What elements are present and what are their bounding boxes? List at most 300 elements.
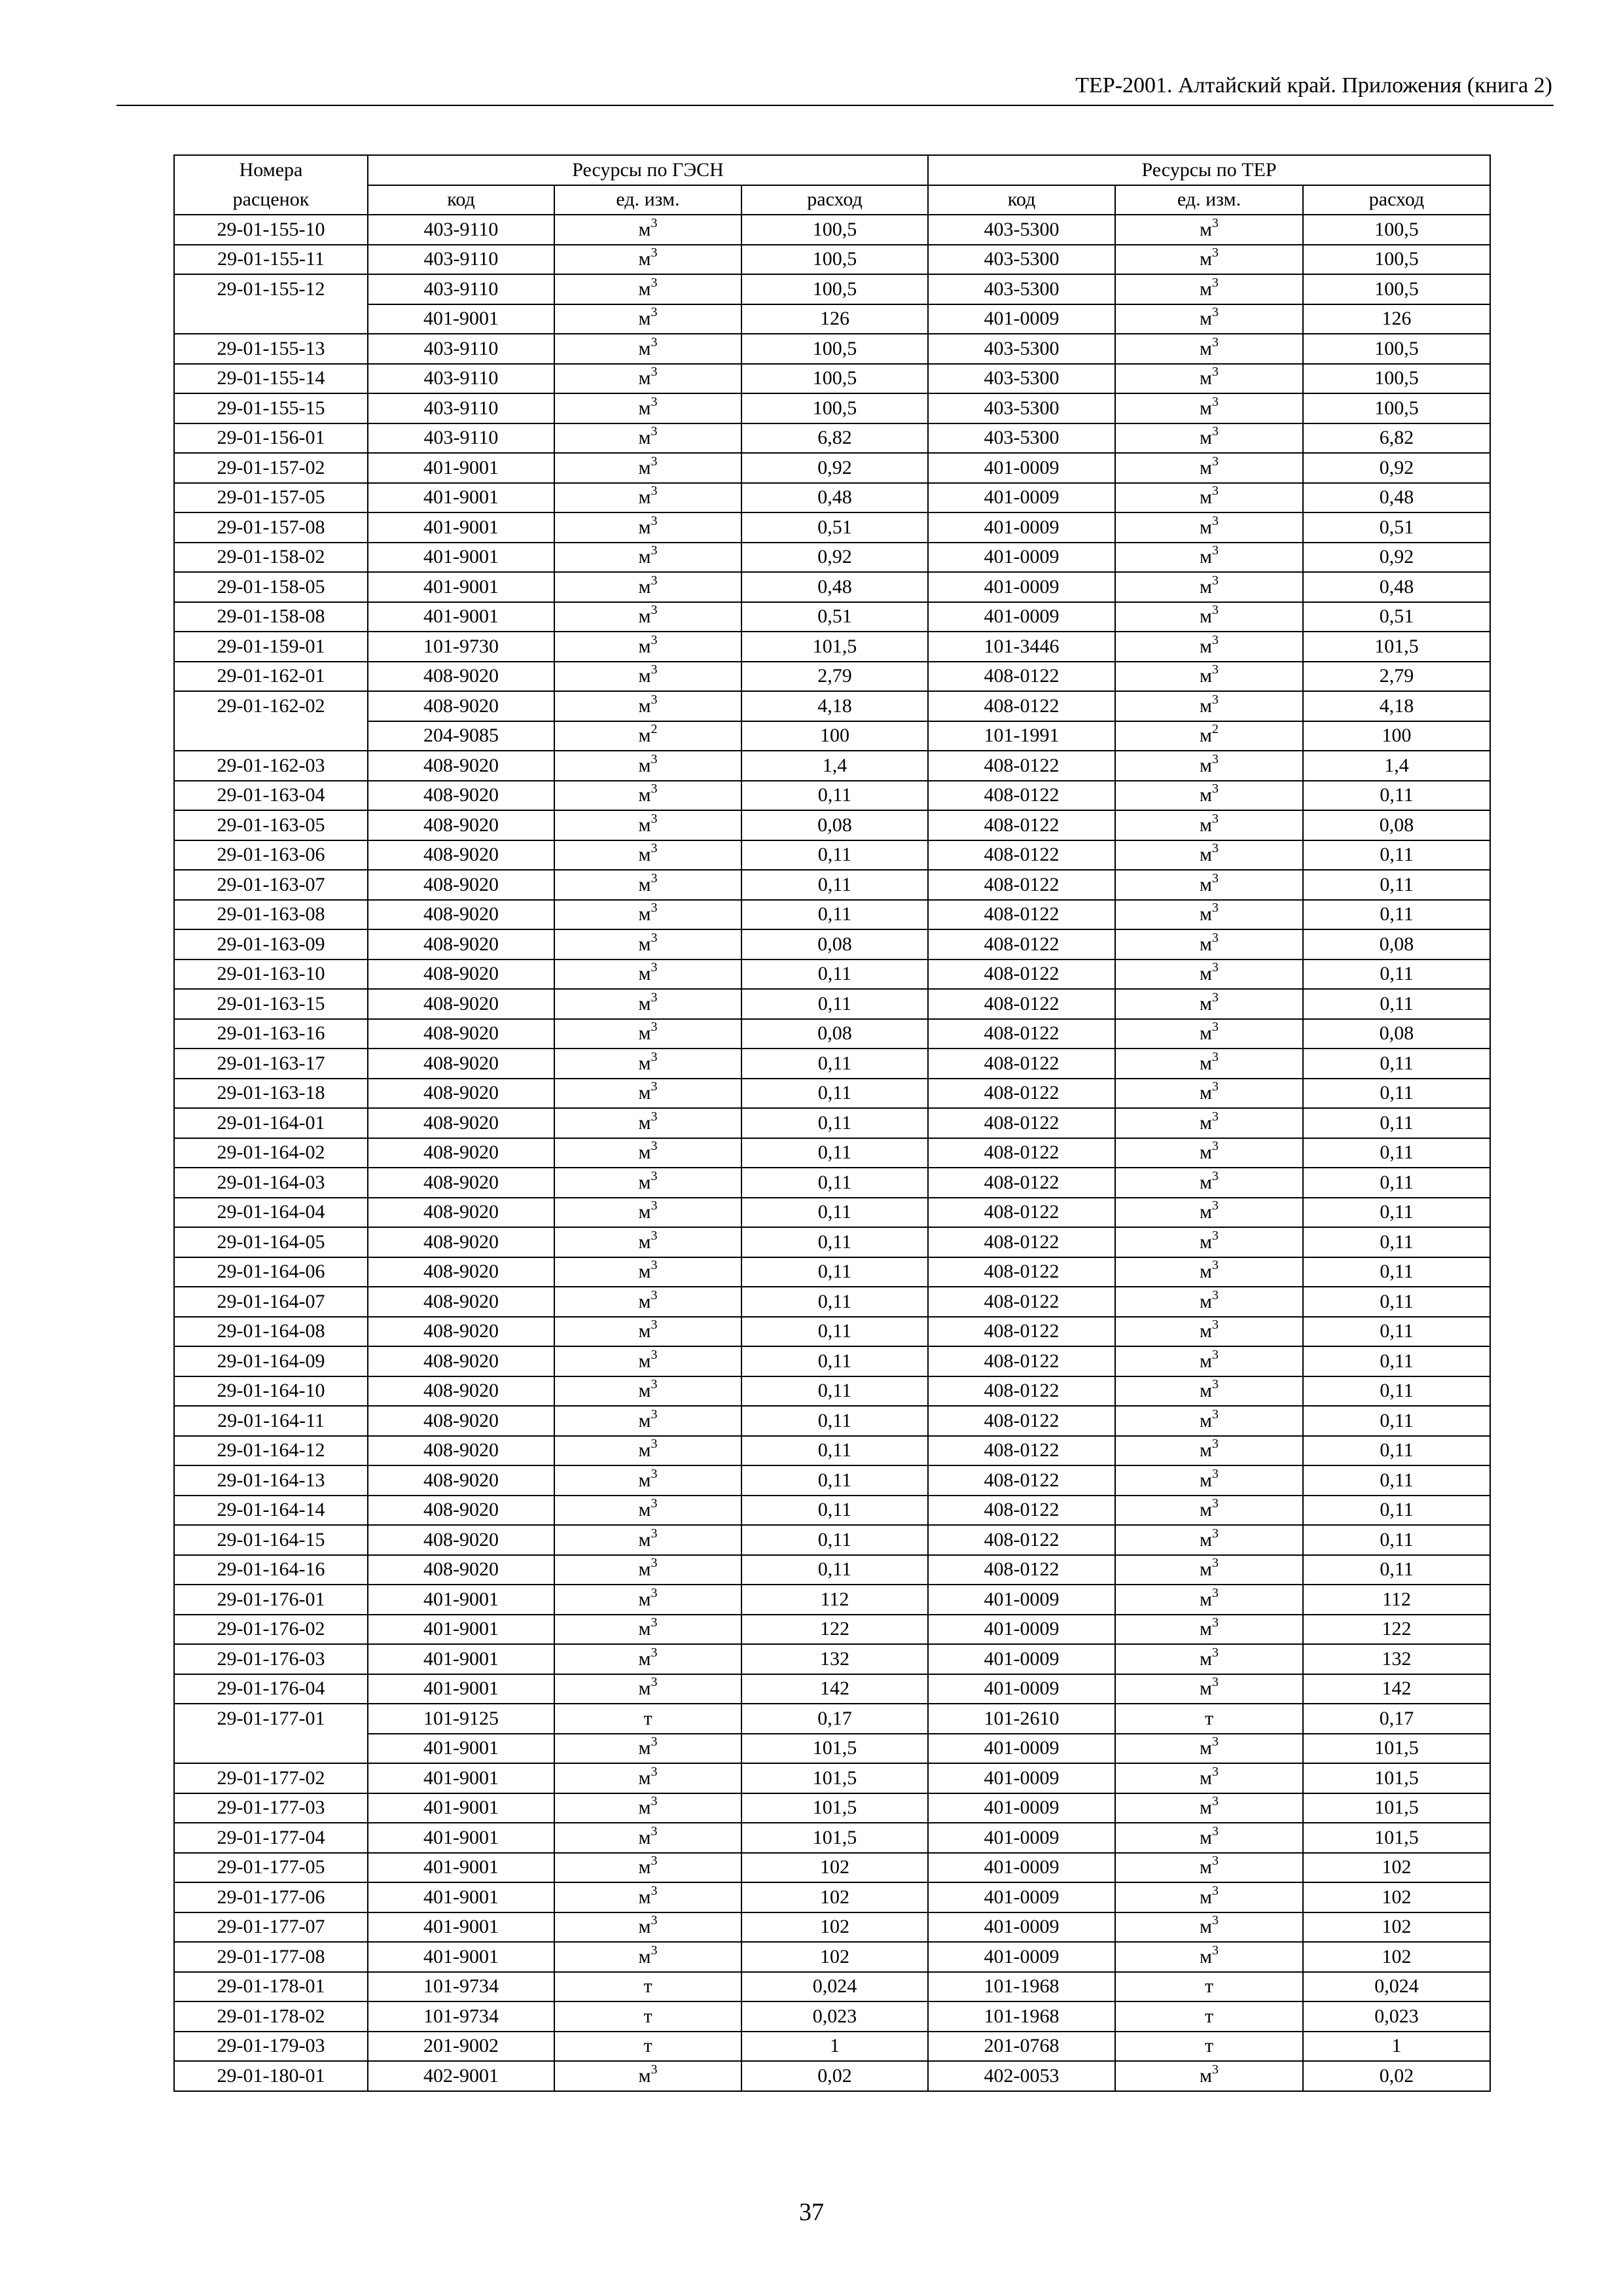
unit-exponent: 3 xyxy=(1211,751,1219,766)
ter-code-cell: 101-2610 xyxy=(928,1704,1115,1734)
rate-number-cell: 29-01-164-13 xyxy=(174,1465,368,1496)
unit-text: м xyxy=(638,1230,651,1253)
gesn-unit-cell xyxy=(554,1704,741,1734)
gesn-consumption-cell: 0,11 xyxy=(741,1555,928,1585)
unit-text: м xyxy=(638,635,651,657)
table-row xyxy=(174,1287,1490,1317)
ter-consumption-cell: 100,5 xyxy=(1303,215,1490,245)
rate-number-cell: 29-01-164-16 xyxy=(174,1555,368,1585)
gesn-consumption-cell: 0,11 xyxy=(741,1436,928,1466)
rate-number-cell: 29-01-164-05 xyxy=(174,1227,368,1257)
unit-exponent: 3 xyxy=(651,1913,658,1928)
gesn-unit-cell xyxy=(554,840,741,870)
table-row xyxy=(174,1436,1490,1466)
unit-text: м xyxy=(1200,1797,1212,1819)
gesn-code-cell: 401-9001 xyxy=(368,1912,554,1943)
table-header-row-2 xyxy=(174,185,1490,215)
unit-text: м xyxy=(638,1886,651,1908)
rate-number-cell: 29-01-164-04 xyxy=(174,1198,368,1228)
ter-consumption-cell: 100 xyxy=(1303,721,1490,751)
unit-exponent: 3 xyxy=(651,1645,658,1660)
ter-code-cell: 408-0122 xyxy=(928,691,1115,721)
gesn-consumption-cell: 1,4 xyxy=(741,751,928,781)
gesn-unit-cell xyxy=(554,1615,741,1645)
ter-code-cell: 408-0122 xyxy=(928,1436,1115,1466)
rate-number-cell xyxy=(174,721,368,751)
gesn-code-cell: 408-9020 xyxy=(368,810,554,840)
unit-exponent: 3 xyxy=(1211,692,1219,707)
ter-code-cell: 408-0122 xyxy=(928,751,1115,781)
table-row xyxy=(174,929,1490,960)
unit-exponent: 3 xyxy=(1211,901,1219,916)
table-row xyxy=(174,1674,1490,1704)
ter-unit-cell xyxy=(1115,929,1303,960)
rate-number-cell: 29-01-163-15 xyxy=(174,989,368,1019)
table-row xyxy=(174,1644,1490,1674)
gesn-unit-cell xyxy=(554,453,741,483)
gesn-unit-cell xyxy=(554,929,741,960)
gesn-unit-cell xyxy=(554,751,741,781)
unit-exponent: 3 xyxy=(651,1258,658,1273)
ter-code-cell: 401-0009 xyxy=(928,1942,1115,1972)
gesn-consumption-cell: 0,11 xyxy=(741,960,928,990)
ter-unit-cell xyxy=(1115,1019,1303,1049)
unit-exponent: 3 xyxy=(1211,1377,1219,1392)
gesn-code-cell: 403-9110 xyxy=(368,393,554,423)
unit-text: м xyxy=(1200,1647,1212,1670)
rate-number-cell: 29-01-177-05 xyxy=(174,1853,368,1883)
unit-text: т xyxy=(643,1975,652,1998)
ter-consumption-cell: 100,5 xyxy=(1303,364,1490,394)
unit-text: м xyxy=(638,605,651,628)
ter-consumption-cell: 0,11 xyxy=(1303,1496,1490,1526)
ter-code-cell: 408-0122 xyxy=(928,870,1115,900)
unit-exponent: 3 xyxy=(1211,603,1219,618)
unit-exponent: 3 xyxy=(651,1198,658,1213)
gesn-consumption-cell: 102 xyxy=(741,1942,928,1972)
ter-code-cell: 408-0122 xyxy=(928,840,1115,870)
ter-unit-cell xyxy=(1115,1823,1303,1853)
gesn-consumption-cell: 100,5 xyxy=(741,334,928,364)
gesn-consumption-cell: 142 xyxy=(741,1674,928,1704)
ter-code-cell: 408-0122 xyxy=(928,1317,1115,1347)
gesn-code-cell: 201-9002 xyxy=(368,2032,554,2062)
unit-exponent: 3 xyxy=(1211,1228,1219,1243)
unit-exponent: 3 xyxy=(651,1407,658,1422)
gesn-unit-cell xyxy=(554,2001,741,2032)
gesn-consumption-cell: 0,11 xyxy=(741,1079,928,1109)
unit-text: м xyxy=(1200,516,1212,538)
rate-number-cell: 29-01-163-18 xyxy=(174,1079,368,1109)
ter-unit-cell xyxy=(1115,1853,1303,1883)
table-row xyxy=(174,1972,1490,2002)
rate-number-cell: 29-01-177-04 xyxy=(174,1823,368,1853)
unit-exponent: 3 xyxy=(1211,365,1219,380)
gesn-code-cell: 408-9020 xyxy=(368,1317,554,1347)
unit-exponent: 3 xyxy=(651,1734,658,1749)
gesn-consumption-cell: 0,48 xyxy=(741,572,928,602)
unit-text: м xyxy=(1200,1230,1212,1253)
ter-unit-cell xyxy=(1115,632,1303,662)
ter-unit-cell xyxy=(1115,1615,1303,1645)
table-row xyxy=(174,1406,1490,1436)
rate-number-cell: 29-01-162-02 xyxy=(174,691,368,721)
unit-text: м xyxy=(1200,1320,1212,1342)
table-row xyxy=(174,364,1490,394)
rate-number-cell: 29-01-164-01 xyxy=(174,1108,368,1138)
gesn-consumption-cell: 0,11 xyxy=(741,1465,928,1496)
ter-consumption-cell: 0,11 xyxy=(1303,1198,1490,1228)
ter-unit-cell xyxy=(1115,1436,1303,1466)
table-row xyxy=(174,602,1490,632)
table-row xyxy=(174,1227,1490,1257)
unit-exponent: 3 xyxy=(1211,215,1219,230)
unit-exponent: 3 xyxy=(651,841,658,856)
unit-text: м xyxy=(638,1737,651,1759)
unit-exponent: 3 xyxy=(651,424,658,439)
unit-text: м xyxy=(1200,873,1212,895)
unit-text: м xyxy=(638,1082,651,1104)
unit-text: м xyxy=(1200,605,1212,628)
rate-number-cell: 29-01-155-13 xyxy=(174,334,368,364)
table-body xyxy=(174,215,1490,2091)
ter-code-cell: 401-0009 xyxy=(928,512,1115,543)
unit-text: м xyxy=(638,873,651,895)
ter-unit-cell xyxy=(1115,721,1303,751)
unit-exponent: 3 xyxy=(1211,1675,1219,1690)
table-row xyxy=(174,900,1490,930)
rate-number-cell: 29-01-164-03 xyxy=(174,1168,368,1198)
ter-unit-cell xyxy=(1115,1555,1303,1585)
gesn-code-cell: 204-9085 xyxy=(368,721,554,751)
gesn-code-cell: 401-9001 xyxy=(368,483,554,513)
unit-exponent: 3 xyxy=(651,2062,658,2077)
unit-exponent: 3 xyxy=(651,275,658,290)
ter-unit-cell xyxy=(1115,2001,1303,2032)
unit-exponent: 3 xyxy=(651,1675,658,1690)
ter-consumption-cell: 102 xyxy=(1303,1853,1490,1883)
rate-number-cell: 29-01-157-08 xyxy=(174,512,368,543)
table-row xyxy=(174,1793,1490,1823)
unit-exponent: 3 xyxy=(651,930,658,945)
gesn-consumption-cell: 0,92 xyxy=(741,543,928,573)
unit-exponent: 3 xyxy=(651,573,658,588)
table-row xyxy=(174,1138,1490,1168)
unit-text: т xyxy=(643,1707,652,1729)
gesn-consumption-cell: 0,11 xyxy=(741,989,928,1019)
gesn-consumption-cell: 100,5 xyxy=(741,274,928,304)
unit-text: м xyxy=(638,248,651,270)
gesn-consumption-cell: 0,11 xyxy=(741,840,928,870)
ter-consumption-cell: 0,024 xyxy=(1303,1972,1490,2002)
ter-unit-cell xyxy=(1115,215,1303,245)
unit-exponent: 3 xyxy=(1211,1883,1219,1898)
ter-consumption-cell: 0,11 xyxy=(1303,1227,1490,1257)
gesn-unit-cell xyxy=(554,334,741,364)
gesn-unit-cell xyxy=(554,1406,741,1436)
unit-text: м xyxy=(638,367,651,389)
unit-text: м xyxy=(638,1588,651,1610)
gesn-consumption-cell: 0,11 xyxy=(741,1376,928,1407)
ter-consumption-cell: 0,92 xyxy=(1303,453,1490,483)
gesn-code-cell: 403-9110 xyxy=(368,274,554,304)
table-row xyxy=(174,1912,1490,1943)
rate-number-cell: 29-01-163-08 xyxy=(174,900,368,930)
gesn-consumption-cell: 100,5 xyxy=(741,215,928,245)
ter-code-cell: 101-1968 xyxy=(928,1972,1115,2002)
table-row xyxy=(174,751,1490,781)
unit-text: т xyxy=(643,2035,652,2057)
ter-code-cell: 408-0122 xyxy=(928,1049,1115,1079)
header-ter-resources: Ресурсы по ТЕР xyxy=(928,155,1490,185)
unit-text: м xyxy=(1200,427,1212,449)
header-ter-consumption: расход xyxy=(1303,185,1490,215)
rate-number-cell: 29-01-164-11 xyxy=(174,1406,368,1436)
ter-code-cell: 101-1991 xyxy=(928,721,1115,751)
ter-consumption-cell: 0,11 xyxy=(1303,1465,1490,1496)
unit-exponent: 3 xyxy=(651,1318,658,1333)
ter-unit-cell xyxy=(1115,572,1303,602)
gesn-unit-cell xyxy=(554,1912,741,1943)
gesn-unit-cell xyxy=(554,691,741,721)
unit-exponent: 3 xyxy=(1211,2062,1219,2077)
gesn-consumption-cell: 1 xyxy=(741,2032,928,2062)
rate-number-cell: 29-01-163-16 xyxy=(174,1019,368,1049)
unit-text: м xyxy=(638,933,651,955)
table-row xyxy=(174,1734,1490,1764)
unit-exponent: 3 xyxy=(651,1377,658,1392)
gesn-unit-cell xyxy=(554,1138,741,1168)
ter-consumption-cell: 0,11 xyxy=(1303,1287,1490,1317)
gesn-code-cell: 408-9020 xyxy=(368,1525,554,1555)
unit-text: м xyxy=(638,1558,651,1581)
gesn-consumption-cell: 0,11 xyxy=(741,1496,928,1526)
ter-consumption-cell: 142 xyxy=(1303,1674,1490,1704)
resources-table xyxy=(173,154,1491,2092)
gesn-unit-cell xyxy=(554,1972,741,2002)
gesn-consumption-cell: 0,11 xyxy=(741,1317,928,1347)
unit-exponent: 3 xyxy=(1211,454,1219,469)
ter-unit-cell xyxy=(1115,1138,1303,1168)
unit-text: м xyxy=(1200,1737,1212,1759)
unit-text: м xyxy=(638,1439,651,1462)
header-divider xyxy=(116,105,1554,106)
unit-text: м xyxy=(1200,963,1212,985)
table-row xyxy=(174,1555,1490,1585)
ter-code-cell: 401-0009 xyxy=(928,1763,1115,1793)
gesn-consumption-cell: 0,51 xyxy=(741,512,928,543)
rate-number-cell: 29-01-159-01 xyxy=(174,632,368,662)
unit-text: м xyxy=(638,1111,651,1134)
ter-code-cell: 403-5300 xyxy=(928,215,1115,245)
ter-unit-cell xyxy=(1115,1049,1303,1079)
unit-exponent: 3 xyxy=(1211,990,1219,1005)
gesn-code-cell: 408-9020 xyxy=(368,840,554,870)
unit-text: м xyxy=(1200,1111,1212,1134)
unit-text: м xyxy=(1200,546,1212,568)
ter-consumption-cell: 101,5 xyxy=(1303,1823,1490,1853)
gesn-consumption-cell: 102 xyxy=(741,1853,928,1883)
gesn-code-cell: 401-9001 xyxy=(368,304,554,334)
unit-text: м xyxy=(638,1201,651,1223)
unit-exponent: 3 xyxy=(651,1049,658,1064)
unit-exponent: 3 xyxy=(1211,1407,1219,1422)
gesn-consumption-cell: 0,48 xyxy=(741,483,928,513)
ter-consumption-cell: 0,08 xyxy=(1303,1019,1490,1049)
gesn-unit-cell xyxy=(554,900,741,930)
gesn-consumption-cell: 0,11 xyxy=(741,1168,928,1198)
ter-code-cell: 408-0122 xyxy=(928,810,1115,840)
unit-exponent: 3 xyxy=(1211,1049,1219,1064)
gesn-code-cell: 408-9020 xyxy=(368,1496,554,1526)
gesn-unit-cell xyxy=(554,304,741,334)
unit-text: м xyxy=(638,814,651,836)
gesn-unit-cell xyxy=(554,1674,741,1704)
rate-number-cell xyxy=(174,1734,368,1764)
rate-number-cell: 29-01-164-10 xyxy=(174,1376,368,1407)
gesn-code-cell: 408-9020 xyxy=(368,1376,554,1407)
ter-code-cell: 408-0122 xyxy=(928,1168,1115,1198)
gesn-consumption-cell: 101,5 xyxy=(741,1823,928,1853)
ter-code-cell: 408-0122 xyxy=(928,900,1115,930)
ter-unit-cell xyxy=(1115,512,1303,543)
gesn-code-cell: 408-9020 xyxy=(368,1555,554,1585)
gesn-code-cell: 403-9110 xyxy=(368,334,554,364)
ter-consumption-cell: 0,48 xyxy=(1303,572,1490,602)
ter-consumption-cell: 0,11 xyxy=(1303,781,1490,811)
rate-number-cell: 29-01-155-12 xyxy=(174,274,368,304)
unit-text: м xyxy=(1200,903,1212,925)
ter-unit-cell xyxy=(1115,245,1303,275)
unit-exponent: 3 xyxy=(651,1615,658,1630)
ter-consumption-cell: 0,02 xyxy=(1303,2061,1490,2091)
ter-unit-cell xyxy=(1115,334,1303,364)
ter-consumption-cell: 101,5 xyxy=(1303,1734,1490,1764)
unit-exponent: 3 xyxy=(1211,870,1219,886)
ter-unit-cell xyxy=(1115,1793,1303,1823)
unit-text: м xyxy=(638,992,651,1014)
unit-text: м xyxy=(638,1380,651,1402)
ter-unit-cell xyxy=(1115,1734,1303,1764)
gesn-consumption-cell: 4,18 xyxy=(741,691,928,721)
unit-exponent: 3 xyxy=(651,245,658,260)
gesn-consumption-cell: 132 xyxy=(741,1644,928,1674)
ter-consumption-cell: 102 xyxy=(1303,1942,1490,1972)
ter-code-cell: 402-0053 xyxy=(928,2061,1115,2091)
unit-text: м xyxy=(638,903,651,925)
unit-exponent: 3 xyxy=(1211,275,1219,290)
unit-exponent: 3 xyxy=(1211,1318,1219,1333)
ter-unit-cell xyxy=(1115,543,1303,573)
gesn-unit-cell xyxy=(554,1853,741,1883)
ter-consumption-cell: 0,11 xyxy=(1303,1317,1490,1347)
unit-text: м xyxy=(638,963,651,985)
gesn-unit-cell xyxy=(554,781,741,811)
gesn-code-cell: 401-9001 xyxy=(368,1942,554,1972)
unit-exponent: 3 xyxy=(1211,1794,1219,1809)
gesn-unit-cell xyxy=(554,989,741,1019)
unit-text: м xyxy=(1200,1171,1212,1193)
table-row xyxy=(174,721,1490,751)
unit-exponent: 3 xyxy=(651,692,658,707)
unit-exponent: 3 xyxy=(651,365,658,380)
rate-number-cell: 29-01-180-01 xyxy=(174,2061,368,2091)
unit-exponent: 3 xyxy=(651,781,658,797)
unit-text: м xyxy=(638,278,651,300)
unit-text: м xyxy=(638,784,651,806)
ter-code-cell: 401-0009 xyxy=(928,1823,1115,1853)
unit-exponent: 3 xyxy=(1211,424,1219,439)
gesn-unit-cell xyxy=(554,274,741,304)
unit-text: м xyxy=(1200,1022,1212,1045)
ter-unit-cell xyxy=(1115,1198,1303,1228)
gesn-code-cell: 403-9110 xyxy=(368,423,554,454)
table-row xyxy=(174,2032,1490,2062)
rate-number-cell: 29-01-179-03 xyxy=(174,2032,368,2062)
unit-text: м xyxy=(1200,1290,1212,1312)
ter-unit-cell xyxy=(1115,1465,1303,1496)
unit-text: м xyxy=(638,516,651,538)
rate-number-cell: 29-01-177-01 xyxy=(174,1704,368,1734)
ter-consumption-cell: 0,11 xyxy=(1303,989,1490,1019)
table-row xyxy=(174,1376,1490,1407)
gesn-consumption-cell: 0,11 xyxy=(741,1227,928,1257)
unit-exponent: 3 xyxy=(1211,1287,1219,1302)
ter-code-cell: 401-0009 xyxy=(928,1912,1115,1943)
table-row xyxy=(174,274,1490,304)
ter-code-cell: 408-0122 xyxy=(928,1287,1115,1317)
unit-text: м xyxy=(1200,1528,1212,1551)
rate-number-cell: 29-01-158-02 xyxy=(174,543,368,573)
rate-number-cell: 29-01-157-02 xyxy=(174,453,368,483)
gesn-unit-cell xyxy=(554,1436,741,1466)
ter-unit-cell xyxy=(1115,1496,1303,1526)
ter-unit-cell xyxy=(1115,1942,1303,1972)
unit-exponent: 3 xyxy=(651,215,658,230)
table-row xyxy=(174,662,1490,692)
gesn-code-cell: 401-9001 xyxy=(368,1882,554,1912)
ter-code-cell: 401-0009 xyxy=(928,1615,1115,1645)
unit-text: м xyxy=(1200,1499,1212,1521)
unit-exponent: 3 xyxy=(651,1228,658,1243)
gesn-unit-cell xyxy=(554,1168,741,1198)
unit-text: м xyxy=(638,1945,651,1967)
unit-exponent: 3 xyxy=(1211,1109,1219,1124)
ter-code-cell: 408-0122 xyxy=(928,960,1115,990)
ter-unit-cell xyxy=(1115,1525,1303,1555)
ter-code-cell: 201-0768 xyxy=(928,2032,1115,2062)
rate-number-cell: 29-01-163-05 xyxy=(174,810,368,840)
unit-text: м xyxy=(1200,1469,1212,1491)
gesn-consumption-cell: 0,11 xyxy=(741,1257,928,1287)
unit-exponent: 3 xyxy=(651,1437,658,1452)
unit-exponent: 3 xyxy=(1211,632,1219,647)
rate-number-cell: 29-01-176-04 xyxy=(174,1674,368,1704)
unit-text: т xyxy=(1204,1975,1214,1998)
ter-consumption-cell: 0,11 xyxy=(1303,840,1490,870)
unit-text: м xyxy=(1200,218,1212,240)
ter-consumption-cell: 0,51 xyxy=(1303,512,1490,543)
gesn-code-cell: 408-9020 xyxy=(368,929,554,960)
unit-text: м xyxy=(638,1647,651,1670)
ter-code-cell: 408-0122 xyxy=(928,1346,1115,1376)
ter-unit-cell xyxy=(1115,1912,1303,1943)
unit-text: м xyxy=(638,1916,651,1938)
unit-text: м xyxy=(1200,1826,1212,1848)
table-row xyxy=(174,989,1490,1019)
ter-code-cell: 408-0122 xyxy=(928,1525,1115,1555)
unit-text: м xyxy=(638,844,651,866)
